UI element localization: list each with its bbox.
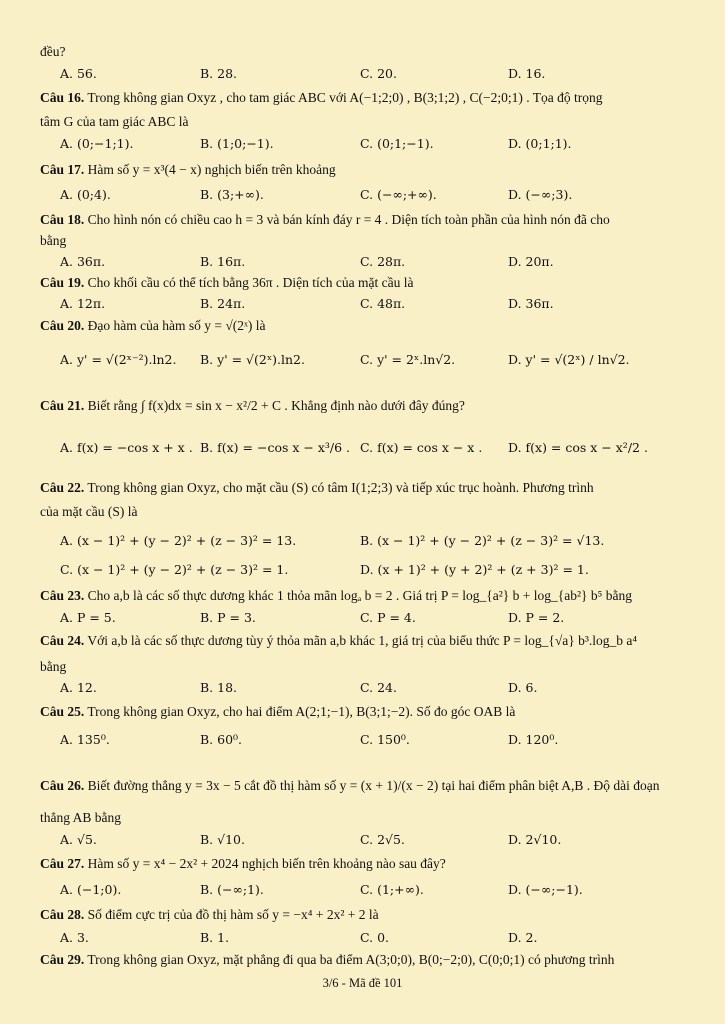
option-b: B. 1. [200, 930, 230, 945]
option-b: B. f(x) = −cos x − x³/6 . [200, 440, 351, 455]
question-number: Câu 17. [40, 162, 85, 177]
question-number: Câu 16. [40, 90, 85, 105]
option-d: D. 16. [508, 66, 546, 81]
option-c: C. 0. [360, 930, 389, 945]
option-d: D. f(x) = cos x − x²/2 . [508, 440, 648, 455]
question-21 [40, 398, 688, 414]
question-22-cont [40, 504, 688, 520]
question-28 [40, 907, 688, 923]
question-number: Câu 25. [40, 704, 85, 719]
question-text: Số điểm cực trị của đồ thị hàm số y = −x⁴ + 2x² + 2 là [84, 907, 379, 922]
option-a: A. f(x) = −cos x + x . [60, 440, 193, 455]
option-c: C. 2√5. [360, 832, 405, 847]
question-number: Câu 21. [40, 398, 85, 413]
question-text: thẳng AB bằng [40, 810, 121, 825]
line-text: đều? [40, 44, 66, 59]
option-b: B. (x − 1)² + (y − 2)² + (z − 3)² = √13. [360, 533, 605, 548]
question-19 [40, 275, 688, 291]
line-continuation [40, 44, 688, 60]
question-26 [40, 778, 688, 794]
option-b: B. 60⁰. [200, 732, 243, 747]
question-text: Biết rằng ∫ f(x)dx = sin x − x²/2 + C . Khẳng định nào dưới đây đúng? [84, 398, 465, 413]
question-23 [40, 588, 688, 604]
option-a: A. 3. [60, 930, 89, 945]
option-a: A. √5. [60, 832, 97, 847]
option-a: A. (x − 1)² + (y − 2)² + (z − 3)² = 13. [60, 533, 297, 548]
question-number: Câu 20. [40, 318, 85, 333]
option-c: C. f(x) = cos x − x . [360, 440, 483, 455]
question-text: bằng [40, 659, 67, 674]
option-b: B. (1;0;−1). [200, 136, 274, 151]
option-d: D. 2. [508, 930, 538, 945]
question-17 [40, 162, 688, 178]
option-d: D. (−∞;−1). [508, 882, 583, 897]
page-footer: 3/6 - Mã đề 101 [322, 976, 403, 990]
question-number: Câu 29. [40, 952, 85, 967]
option-b: B. y' = √(2ˣ).ln2. [200, 352, 305, 367]
question-text: Đạo hàm của hàm số y = √(2ˣ) là [84, 318, 266, 333]
option-b: B. (3;+∞). [200, 187, 264, 202]
question-text: của mặt cầu (S) là [40, 504, 138, 519]
option-d: D. 36π. [508, 296, 554, 311]
question-number: Câu 24. [40, 633, 85, 648]
option-d: D. y' = √(2ˣ) / ln√2. [508, 352, 630, 367]
option-c: C. 48π. [360, 296, 406, 311]
option-b: B. 16π. [200, 254, 246, 269]
option-b: B. (−∞;1). [200, 882, 264, 897]
question-text: Trong không gian Oxyz, cho hai điểm A(2;1;−1), B(3;1;−2). Số đo góc OAB là [84, 704, 516, 719]
question-16 [40, 90, 688, 106]
option-a: A. y' = √(2ˣ⁻²).ln2. [60, 352, 177, 367]
question-27 [40, 856, 688, 872]
option-d: D. P = 2. [508, 610, 565, 625]
question-text: tâm G của tam giác ABC là [40, 114, 189, 129]
option-c: C. (x − 1)² + (y − 2)² + (z − 3)² = 1. [60, 562, 289, 577]
question-29 [40, 952, 688, 968]
option-d: D. (x + 1)² + (y + 2)² + (z + 3)² = 1. [360, 562, 589, 577]
question-text: Hàm số y = x³(4 − x) nghịch biến trên khoảng [84, 162, 336, 177]
question-number: Câu 19. [40, 275, 85, 290]
question-20 [40, 318, 688, 334]
option-a: A. (−1;0). [60, 882, 122, 897]
question-18 [40, 212, 688, 228]
option-a: A. 56. [60, 66, 97, 81]
question-number: Câu 23. [40, 588, 85, 603]
question-18-cont [40, 233, 688, 249]
option-a: A. (0;4). [60, 187, 111, 202]
question-number: Câu 28. [40, 907, 85, 922]
option-a: A. 36π. [60, 254, 106, 269]
question-26-cont [40, 810, 688, 826]
question-22 [40, 480, 688, 496]
option-b: B. P = 3. [200, 610, 256, 625]
option-d: D. 6. [508, 680, 538, 695]
question-text: Trong không gian Oxyz, cho mặt cầu (S) có tâm I(1;2;3) và tiếp xúc trục hoành. Phương trình [84, 480, 594, 495]
question-number: Câu 26. [40, 778, 85, 793]
option-d: D. 120⁰. [508, 732, 559, 747]
question-text: Hàm số y = x⁴ − 2x² + 2024 nghịch biến trên khoảng nào sau đây? [84, 856, 446, 871]
question-number: Câu 27. [40, 856, 85, 871]
option-a: A. 12. [60, 680, 97, 695]
option-c: C. 28π. [360, 254, 406, 269]
option-c: C. 20. [360, 66, 397, 81]
option-c: C. (1;+∞). [360, 882, 424, 897]
question-number: Câu 18. [40, 212, 85, 227]
option-c: C. 24. [360, 680, 397, 695]
question-text: Trong không gian Oxyz, mặt phẳng đi qua ba điểm A(3;0;0), B(0;−2;0), C(0;0;1) có phương trình [84, 952, 615, 967]
question-text: Cho hình nón có chiều cao h = 3 và bán kính đáy r = 4 . Diện tích toàn phần của hình nón đã cho [84, 212, 610, 227]
option-c: C. (0;1;−1). [360, 136, 434, 151]
question-text: Cho a,b là các số thực dương khác 1 thỏa mãn logₐ b = 2 . Giá trị P = log_{a²} b + log_{ab²} b⁵ bằng [84, 588, 632, 603]
question-25 [40, 704, 688, 720]
option-c: C. P = 4. [360, 610, 416, 625]
option-d: D. (0;1;1). [508, 136, 572, 151]
option-b: B. 24π. [200, 296, 246, 311]
option-c: C. (−∞;+∞). [360, 187, 437, 202]
option-d: D. 20π. [508, 254, 554, 269]
question-text: bằng [40, 233, 67, 248]
question-number: Câu 22. [40, 480, 85, 495]
option-d: D. 2√10. [508, 832, 562, 847]
option-a: A. 135⁰. [60, 732, 110, 747]
option-b: B. 28. [200, 66, 238, 81]
option-a: A. (0;−1;1). [60, 136, 134, 151]
question-text: Với a,b là các số thực dương tùy ý thỏa mãn a,b khác 1, giá trị của biểu thức P = log_{√a} b³.log_b a⁴ [84, 633, 638, 648]
option-d: D. (−∞;3). [508, 187, 573, 202]
option-c: C. y' = 2ˣ.ln√2. [360, 352, 456, 367]
question-text: Trong không gian Oxyz , cho tam giác ABC với A(−1;2;0) , B(3;1;2) , C(−2;0;1) . Tọa độ trọng [84, 90, 603, 105]
option-b: B. 18. [200, 680, 238, 695]
option-c: C. 150⁰. [360, 732, 410, 747]
question-16-cont [40, 114, 688, 130]
question-text: Cho khối cầu có thể tích bằng 36π . Diện tích của mặt cầu là [84, 275, 414, 290]
option-b: B. √10. [200, 832, 245, 847]
option-a: A. 12π. [60, 296, 106, 311]
question-24-cont [40, 659, 688, 675]
question-24 [40, 633, 688, 649]
option-a: A. P = 5. [60, 610, 116, 625]
question-text: Biết đường thẳng y = 3x − 5 cắt đồ thị hàm số y = (x + 1)/(x − 2) tại hai điểm phân biệt A,B . Độ dài đoạn [84, 778, 660, 793]
